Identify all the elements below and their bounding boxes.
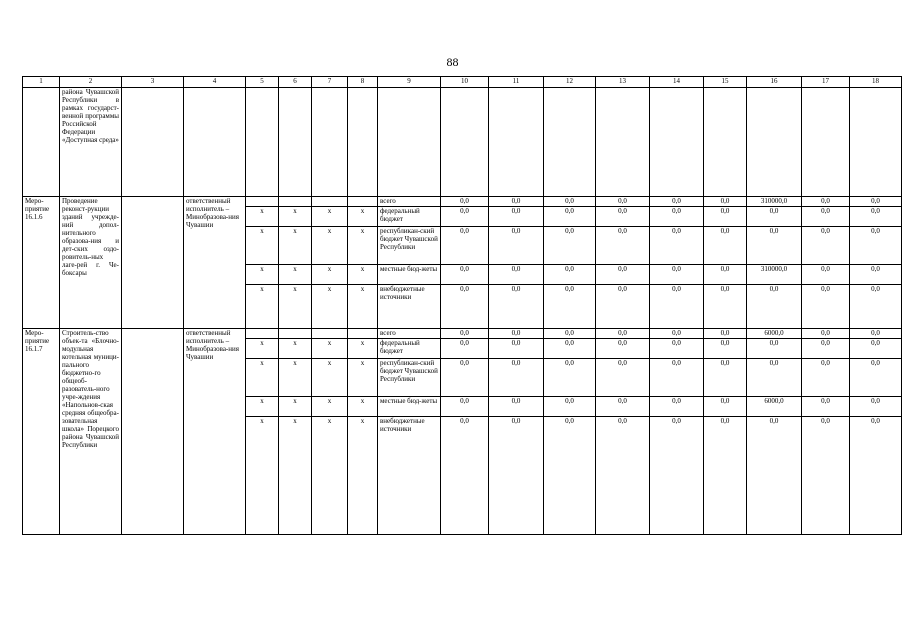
column-header-11: 11 xyxy=(489,77,544,88)
funding-value: 0,0 xyxy=(650,397,704,417)
funding-value: 0,0 xyxy=(544,265,596,285)
column-header-4: 4 xyxy=(184,77,246,88)
classification-mark: х xyxy=(246,265,279,285)
funding-value: 0,0 xyxy=(650,359,704,397)
classification-mark: х xyxy=(312,227,348,265)
funding-value: 0,0 xyxy=(650,227,704,265)
funding-value: 0,0 xyxy=(544,197,596,207)
funding-value: 0,0 xyxy=(747,359,802,397)
funding-value: 6000,0 xyxy=(747,397,802,417)
intro-cell-10 xyxy=(441,88,489,197)
classification-mark: х xyxy=(246,397,279,417)
table-body xyxy=(23,77,902,535)
column-header-6: 6 xyxy=(279,77,312,88)
classification-mark: х xyxy=(312,417,348,535)
funding-value: 0,0 xyxy=(596,417,650,535)
funding-value: 0,0 xyxy=(850,227,902,265)
classification-mark xyxy=(279,329,312,339)
classification-mark: х xyxy=(348,397,378,417)
event-code: Меро-приятие 16.1.6 xyxy=(23,197,60,329)
intro-continuation-text: района Чувашской Республики в рамках государст-венной программы Российской Федерации «Доступная среда» xyxy=(60,88,122,197)
classification-mark: х xyxy=(312,359,348,397)
funding-value: 0,0 xyxy=(650,417,704,535)
funding-value: 0,0 xyxy=(850,339,902,359)
funding-value: 0,0 xyxy=(544,397,596,417)
funding-value: 6000,0 xyxy=(747,329,802,339)
funding-value: 0,0 xyxy=(544,359,596,397)
classification-mark: х xyxy=(279,359,312,397)
funding-value: 0,0 xyxy=(441,397,489,417)
intro-continuation-row xyxy=(23,88,902,197)
funding-source: федеральный бюджет xyxy=(378,339,441,359)
funding-value: 0,0 xyxy=(489,329,544,339)
funding-value: 0,0 xyxy=(596,285,650,329)
funding-value: 0,0 xyxy=(850,207,902,227)
funding-value: 0,0 xyxy=(802,227,850,265)
funding-value: 0,0 xyxy=(650,197,704,207)
column-header-13: 13 xyxy=(596,77,650,88)
intro-cell-9 xyxy=(378,88,441,197)
funding-value: 0,0 xyxy=(704,285,747,329)
classification-mark: х xyxy=(279,339,312,359)
funding-value: 0,0 xyxy=(489,265,544,285)
intro-cell-1 xyxy=(23,88,60,197)
funding-value: 0,0 xyxy=(441,227,489,265)
funding-source: местные бюд-жеты xyxy=(378,265,441,285)
funding-source: всего xyxy=(378,329,441,339)
funding-source: местные бюд-жеты xyxy=(378,397,441,417)
column-header-12: 12 xyxy=(544,77,596,88)
funding-source: федеральный бюджет xyxy=(378,207,441,227)
classification-mark: х xyxy=(246,207,279,227)
column-header-15: 15 xyxy=(704,77,747,88)
funding-value: 0,0 xyxy=(802,339,850,359)
funding-value: 0,0 xyxy=(850,359,902,397)
funding-value: 0,0 xyxy=(802,285,850,329)
intro-cell-16 xyxy=(747,88,802,197)
classification-mark: х xyxy=(312,285,348,329)
funding-value: 0,0 xyxy=(544,339,596,359)
funding-value: 0,0 xyxy=(802,265,850,285)
intro-cell-11 xyxy=(489,88,544,197)
funding-value: 0,0 xyxy=(441,207,489,227)
classification-mark: х xyxy=(246,359,279,397)
funding-value: 0,0 xyxy=(489,207,544,227)
funding-value: 0,0 xyxy=(747,207,802,227)
column-header-2: 2 xyxy=(60,77,122,88)
funding-value: 0,0 xyxy=(544,329,596,339)
event-name: Проведение реконст-рукции зданий учрежде-ний допол-нительного образова-ния и дет-ских оздо-ровитель-ных лаге-рей г. Че-боксары xyxy=(60,197,122,329)
intro-cell-13 xyxy=(596,88,650,197)
intro-cell-18 xyxy=(850,88,902,197)
event-name: Строитель-ство объек-та «Блочно-модульная котельная муници-пального бюджетно-го общеоб-разователь-ного учре-ждения «Напольнов-ская средняя общеобра-зовательная школа» Порецкого района Чувашской Республики xyxy=(60,329,122,535)
budget-table xyxy=(22,76,902,535)
funding-value: 0,0 xyxy=(544,227,596,265)
funding-value: 0,0 xyxy=(704,265,747,285)
funding-value: 0,0 xyxy=(850,197,902,207)
funding-value: 0,0 xyxy=(850,285,902,329)
funding-value: 0,0 xyxy=(704,227,747,265)
funding-value: 0,0 xyxy=(596,197,650,207)
funding-value: 0,0 xyxy=(850,417,902,535)
funding-value: 0,0 xyxy=(802,207,850,227)
classification-mark: х xyxy=(279,397,312,417)
funding-source: республикан-ский бюджет Чувашской Республики xyxy=(378,359,441,397)
classification-mark: х xyxy=(279,417,312,535)
column-header-9: 9 xyxy=(378,77,441,88)
funding-value: 0,0 xyxy=(489,397,544,417)
classification-mark: х xyxy=(246,417,279,535)
intro-cell-4 xyxy=(184,88,246,197)
funding-value: 0,0 xyxy=(489,339,544,359)
classification-mark: х xyxy=(312,397,348,417)
funding-value: 0,0 xyxy=(650,265,704,285)
classification-mark: х xyxy=(348,207,378,227)
column-header-8: 8 xyxy=(348,77,378,88)
funding-value: 0,0 xyxy=(704,417,747,535)
funding-value: 0,0 xyxy=(850,329,902,339)
column-header-10: 10 xyxy=(441,77,489,88)
page-number: 88 xyxy=(446,55,459,69)
funding-value: 0,0 xyxy=(441,285,489,329)
classification-mark xyxy=(246,197,279,207)
funding-value: 0,0 xyxy=(489,227,544,265)
column-header-14: 14 xyxy=(650,77,704,88)
funding-value: 0,0 xyxy=(704,359,747,397)
classification-mark xyxy=(279,197,312,207)
column-header-18: 18 xyxy=(850,77,902,88)
intro-cell-17 xyxy=(802,88,850,197)
intro-cell-6 xyxy=(279,88,312,197)
funding-value: 0,0 xyxy=(850,265,902,285)
funding-value: 0,0 xyxy=(704,397,747,417)
funding-value: 0,0 xyxy=(802,197,850,207)
intro-cell-3 xyxy=(122,88,184,197)
funding-value: 0,0 xyxy=(802,397,850,417)
classification-mark: х xyxy=(348,285,378,329)
classification-mark xyxy=(246,329,279,339)
funding-value: 0,0 xyxy=(747,417,802,535)
column-header-16: 16 xyxy=(747,77,802,88)
intro-cell-15 xyxy=(704,88,747,197)
classification-mark: х xyxy=(279,207,312,227)
funding-value: 0,0 xyxy=(489,197,544,207)
classification-mark xyxy=(348,329,378,339)
classification-mark: х xyxy=(246,339,279,359)
funding-value: 0,0 xyxy=(544,207,596,227)
funding-value: 0,0 xyxy=(489,359,544,397)
funding-value: 0,0 xyxy=(441,265,489,285)
classification-mark: х xyxy=(279,265,312,285)
classification-mark: х xyxy=(312,339,348,359)
funding-value: 0,0 xyxy=(747,227,802,265)
classification-mark: х xyxy=(246,227,279,265)
funding-value: 310000,0 xyxy=(747,197,802,207)
classification-mark: х xyxy=(246,285,279,329)
column-header-7: 7 xyxy=(312,77,348,88)
funding-value: 0,0 xyxy=(802,417,850,535)
event-code: Меро-приятие 16.1.7 xyxy=(23,329,60,535)
funding-value: 0,0 xyxy=(596,265,650,285)
funding-value: 0,0 xyxy=(747,285,802,329)
classification-mark: х xyxy=(348,359,378,397)
funding-value: 0,0 xyxy=(544,285,596,329)
column-header-5: 5 xyxy=(246,77,279,88)
funding-value: 0,0 xyxy=(596,397,650,417)
classification-mark: х xyxy=(312,207,348,227)
funding-value: 0,0 xyxy=(544,417,596,535)
funding-value: 0,0 xyxy=(704,197,747,207)
funding-source: республикан-ский бюджет Чувашской Республики xyxy=(378,227,441,265)
funding-value: 0,0 xyxy=(650,285,704,329)
funding-value: 0,0 xyxy=(802,329,850,339)
classification-mark: х xyxy=(348,417,378,535)
funding-value: 0,0 xyxy=(650,329,704,339)
classification-mark xyxy=(312,329,348,339)
classification-mark: х xyxy=(279,227,312,265)
funding-source: внебюджетные источники xyxy=(378,285,441,329)
funding-value: 0,0 xyxy=(596,207,650,227)
funding-value: 0,0 xyxy=(704,329,747,339)
funding-value: 0,0 xyxy=(441,197,489,207)
column-header-1: 1 xyxy=(23,77,60,88)
funding-value: 0,0 xyxy=(489,285,544,329)
event-1-row xyxy=(23,197,902,207)
event-2-row xyxy=(23,329,902,339)
column-header-17: 17 xyxy=(802,77,850,88)
intro-cell-8 xyxy=(348,88,378,197)
intro-cell-7 xyxy=(312,88,348,197)
funding-value: 0,0 xyxy=(441,359,489,397)
event-column-3 xyxy=(122,197,184,329)
funding-source: внебюджетные источники xyxy=(378,417,441,535)
funding-value: 0,0 xyxy=(704,207,747,227)
funding-value: 0,0 xyxy=(596,329,650,339)
event-executor: ответственный исполнитель – Минобразова-ния Чувашии xyxy=(184,197,246,329)
funding-value: 0,0 xyxy=(650,339,704,359)
event-executor: ответственный исполнитель – Минобразова-ния Чувашии xyxy=(184,329,246,535)
funding-value: 0,0 xyxy=(441,339,489,359)
classification-mark: х xyxy=(348,265,378,285)
header-row xyxy=(23,77,902,88)
funding-source: всего xyxy=(378,197,441,207)
funding-value: 0,0 xyxy=(747,339,802,359)
classification-mark xyxy=(312,197,348,207)
classification-mark: х xyxy=(348,339,378,359)
funding-value: 0,0 xyxy=(650,207,704,227)
intro-cell-12 xyxy=(544,88,596,197)
intro-cell-14 xyxy=(650,88,704,197)
funding-value: 0,0 xyxy=(704,339,747,359)
classification-mark: х xyxy=(312,265,348,285)
funding-value: 0,0 xyxy=(489,417,544,535)
classification-mark: х xyxy=(348,227,378,265)
funding-value: 0,0 xyxy=(596,339,650,359)
funding-value: 310000,0 xyxy=(747,265,802,285)
funding-value: 0,0 xyxy=(441,329,489,339)
event-column-3 xyxy=(122,329,184,535)
classification-mark: х xyxy=(279,285,312,329)
classification-mark xyxy=(348,197,378,207)
funding-value: 0,0 xyxy=(596,227,650,265)
funding-value: 0,0 xyxy=(802,359,850,397)
funding-value: 0,0 xyxy=(596,359,650,397)
funding-value: 0,0 xyxy=(850,397,902,417)
intro-cell-5 xyxy=(246,88,279,197)
funding-value: 0,0 xyxy=(441,417,489,535)
column-header-3: 3 xyxy=(122,77,184,88)
